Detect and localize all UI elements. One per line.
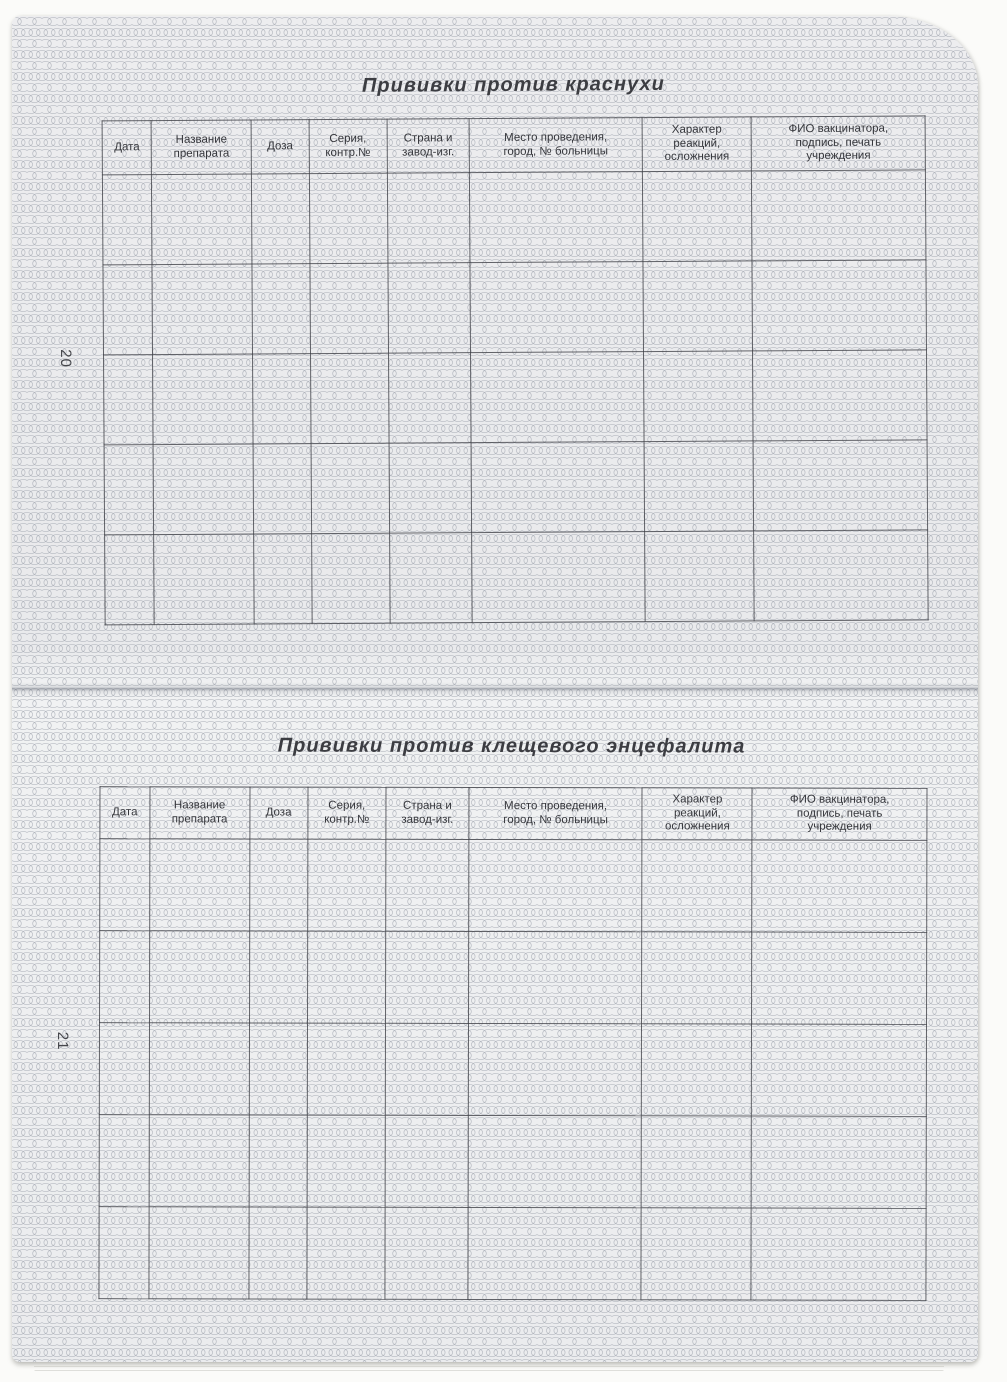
column-header-dose: Доза xyxy=(250,787,308,839)
empty-cell xyxy=(468,1207,642,1299)
column-header-reactions: Характер реакций, осложнения xyxy=(642,117,752,172)
empty-cell xyxy=(149,839,249,931)
empty-cell xyxy=(149,1207,249,1299)
empty-cell xyxy=(754,530,928,621)
empty-cell xyxy=(753,440,927,531)
page-20 xyxy=(12,16,978,688)
empty-cell xyxy=(309,173,388,263)
empty-cell xyxy=(643,261,753,352)
empty-cell xyxy=(642,171,752,262)
empty-cell xyxy=(102,175,152,265)
empty-cell xyxy=(105,535,155,625)
empty-record-row xyxy=(105,530,929,625)
empty-cell xyxy=(104,355,154,445)
column-header-reactions: Характер реакций, осложнения xyxy=(642,788,752,840)
empty-cell xyxy=(152,264,252,355)
empty-record-row xyxy=(102,170,926,265)
empty-cell xyxy=(642,1024,752,1116)
empty-cell xyxy=(752,170,926,261)
empty-cell xyxy=(387,173,470,264)
empty-cell xyxy=(249,1207,307,1299)
empty-cell xyxy=(249,1023,307,1115)
empty-cell xyxy=(644,531,754,622)
empty-cell xyxy=(643,351,753,442)
empty-cell xyxy=(307,931,386,1023)
empty-record-row xyxy=(99,1023,926,1117)
empty-record-row xyxy=(103,260,927,355)
empty-cell xyxy=(251,174,309,264)
empty-cell xyxy=(472,532,645,623)
empty-cell xyxy=(752,932,927,1024)
empty-record-row xyxy=(104,350,928,445)
column-header-series: Серия, контр.№ xyxy=(307,787,386,839)
empty-cell xyxy=(468,1115,642,1207)
page-number: 21 xyxy=(54,1031,72,1051)
column-header-place: Место проведения, город, № больницы xyxy=(469,118,642,173)
vaccination-booklet xyxy=(12,16,978,1362)
column-header-country: Страна и завод-изг. xyxy=(386,787,469,839)
column-header-series: Серия, контр.№ xyxy=(309,119,388,173)
empty-cell xyxy=(252,354,310,444)
empty-cell xyxy=(388,263,471,354)
empty-cell xyxy=(99,1207,149,1299)
empty-cell xyxy=(99,1023,149,1115)
empty-cell xyxy=(389,533,472,624)
empty-cell xyxy=(104,445,154,535)
empty-cell xyxy=(468,1023,642,1115)
page-title: Прививки против краснухи xyxy=(361,72,665,97)
page-21 xyxy=(12,688,978,1362)
column-header-country: Страна и завод-изг. xyxy=(387,119,470,174)
empty-cell xyxy=(310,353,389,443)
empty-cell xyxy=(149,1115,249,1207)
empty-cell xyxy=(752,1116,927,1208)
empty-cell xyxy=(154,534,254,625)
empty-cell xyxy=(103,265,153,355)
empty-cell xyxy=(311,443,390,533)
page-number: 20 xyxy=(57,349,75,369)
column-header-place: Место проведения, город, № больницы xyxy=(469,787,643,839)
column-header-vaccinator: ФИО вакцинатора, подпись, печать учреждения xyxy=(751,116,925,171)
empty-record-row xyxy=(100,839,927,933)
column-header-date: Дата xyxy=(100,787,150,839)
table-header-row xyxy=(102,116,925,175)
page-stack-edge xyxy=(34,1362,944,1371)
empty-cell xyxy=(642,932,752,1024)
empty-cell xyxy=(307,1023,386,1115)
empty-cell xyxy=(386,839,469,931)
empty-cell xyxy=(385,1115,468,1207)
empty-cell xyxy=(253,444,311,534)
column-header-drug-name: Название препарата xyxy=(151,120,251,175)
empty-cell xyxy=(310,263,389,353)
empty-cell xyxy=(642,840,752,932)
empty-cell xyxy=(386,931,469,1023)
empty-cell xyxy=(751,1208,926,1300)
empty-cell xyxy=(385,1023,468,1115)
empty-cell xyxy=(388,353,471,444)
empty-cell xyxy=(471,352,644,443)
empty-cell xyxy=(152,174,252,265)
empty-cell xyxy=(249,839,307,931)
empty-cell xyxy=(752,1024,927,1116)
empty-cell xyxy=(99,1115,149,1207)
empty-cell xyxy=(311,533,390,623)
empty-cell xyxy=(149,931,249,1023)
empty-cell xyxy=(306,1207,385,1299)
empty-record-row xyxy=(100,931,927,1025)
empty-cell xyxy=(307,1115,386,1207)
empty-cell xyxy=(644,441,754,532)
empty-cell xyxy=(641,1208,751,1300)
empty-cell xyxy=(642,1116,752,1208)
empty-record-row xyxy=(99,1115,926,1209)
empty-cell xyxy=(752,260,926,351)
empty-cell xyxy=(385,1207,468,1299)
empty-cell xyxy=(149,1023,249,1115)
vaccination-record-table xyxy=(98,786,927,1301)
column-header-dose: Доза xyxy=(251,120,309,174)
empty-cell xyxy=(254,534,312,624)
empty-cell xyxy=(153,444,253,535)
empty-cell xyxy=(252,264,310,354)
empty-record-row xyxy=(104,440,928,535)
empty-cell xyxy=(753,350,927,441)
empty-cell xyxy=(153,354,253,445)
empty-cell xyxy=(469,172,642,263)
empty-cell xyxy=(100,931,150,1023)
column-header-vaccinator: ФИО вакцинатора, подпись, печать учреждения xyxy=(752,788,927,840)
empty-cell xyxy=(468,839,642,931)
column-header-drug-name: Название препарата xyxy=(149,787,249,839)
column-header-date: Дата xyxy=(102,121,152,175)
page-title: Прививки против клещевого энцефалита xyxy=(277,734,746,758)
empty-cell xyxy=(389,443,472,534)
empty-record-row xyxy=(99,1207,926,1301)
vaccination-record-table xyxy=(102,115,929,625)
empty-cell xyxy=(470,262,643,353)
empty-cell xyxy=(100,839,150,931)
empty-cell xyxy=(468,931,642,1023)
empty-cell xyxy=(249,931,307,1023)
empty-cell xyxy=(249,1115,307,1207)
empty-cell xyxy=(471,442,644,533)
empty-cell xyxy=(752,840,927,932)
table-header-row xyxy=(100,787,927,841)
empty-cell xyxy=(307,839,386,931)
